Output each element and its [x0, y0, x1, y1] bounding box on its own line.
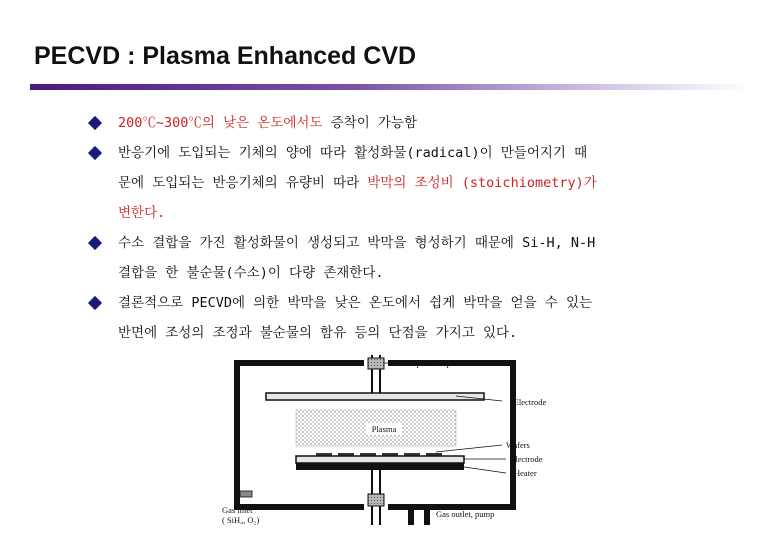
bullet-line — [88, 108, 688, 138]
gas-inlet-formula: ( SiH₄, O₂) — [222, 515, 260, 525]
top-electrode — [266, 393, 484, 400]
diamond-bullet-icon — [88, 236, 102, 250]
wafers-label: Wafers — [506, 440, 530, 450]
pecvd-reactor-diagram — [222, 355, 556, 525]
bullet-line — [88, 168, 688, 198]
heater — [296, 463, 464, 470]
bullet-text: 반면에 조성의 조정과 불순물의 함유 등의 단점을 가지고 있다. — [118, 325, 518, 341]
bullet-text: 결합을 한 불순물(수소)이 다량 존재한다. — [118, 265, 384, 281]
gas-inlet-label: Gas inlet — [222, 505, 253, 515]
rf-power-label: RF power input — [404, 358, 458, 368]
highlighted-text: 박막의 조성비 (stoichiometry)가 — [367, 175, 597, 191]
highlighted-text: 200℃~300℃의 낮은 온도에서도 — [118, 115, 323, 131]
bullet-line — [88, 138, 688, 168]
bullet-text: 문에 도입되는 반응기체의 유량비 따라 — [118, 175, 368, 191]
electrode-bottom-label: Electrode — [510, 454, 543, 464]
page-title: PECVD : Plasma Enhanced CVD — [34, 42, 417, 70]
bullet-line — [88, 318, 688, 348]
bottom-electrode — [296, 456, 464, 463]
gas-inlet-pipe — [240, 491, 252, 497]
heater-label: Heater — [514, 468, 537, 478]
bullet-text: 증착이 가능함 — [322, 115, 417, 131]
bullet-text: 수소 결합을 가진 활성화물이 생성되고 박막을 형성하기 때문에 Si-H, N-H — [118, 235, 596, 251]
gas-outlet-pipe-2 — [424, 510, 430, 525]
bullet-list — [88, 108, 688, 348]
heater-leader — [464, 467, 506, 473]
diamond-bullet-icon — [88, 116, 102, 130]
bullet-line — [88, 198, 688, 228]
bullet-text: 반응기에 도입되는 기체의 양에 따라 활성화물(radical)이 만들어지기 때 — [118, 145, 588, 161]
gas-outlet-label: Gas outlet, pump — [436, 509, 495, 519]
bullet-line — [88, 288, 688, 318]
electrode-top-label: Electrode — [513, 397, 547, 407]
bottom-feedthrough — [368, 470, 384, 525]
bullet-line — [88, 228, 688, 258]
diamond-bullet-icon — [88, 146, 102, 160]
title-underline-bar — [30, 84, 750, 90]
gas-outlet-pipe — [408, 510, 414, 525]
bullet-line — [88, 258, 688, 288]
rf-feedthrough — [368, 355, 384, 393]
plasma-label: Plasma — [371, 424, 397, 434]
diamond-bullet-icon — [88, 296, 102, 310]
highlighted-text: 변한다. — [118, 205, 166, 221]
bullet-text: 결론적으로 PECVD에 의한 박막을 낮은 온도에서 쉽게 박막을 얻을 수 있는 — [118, 295, 593, 311]
